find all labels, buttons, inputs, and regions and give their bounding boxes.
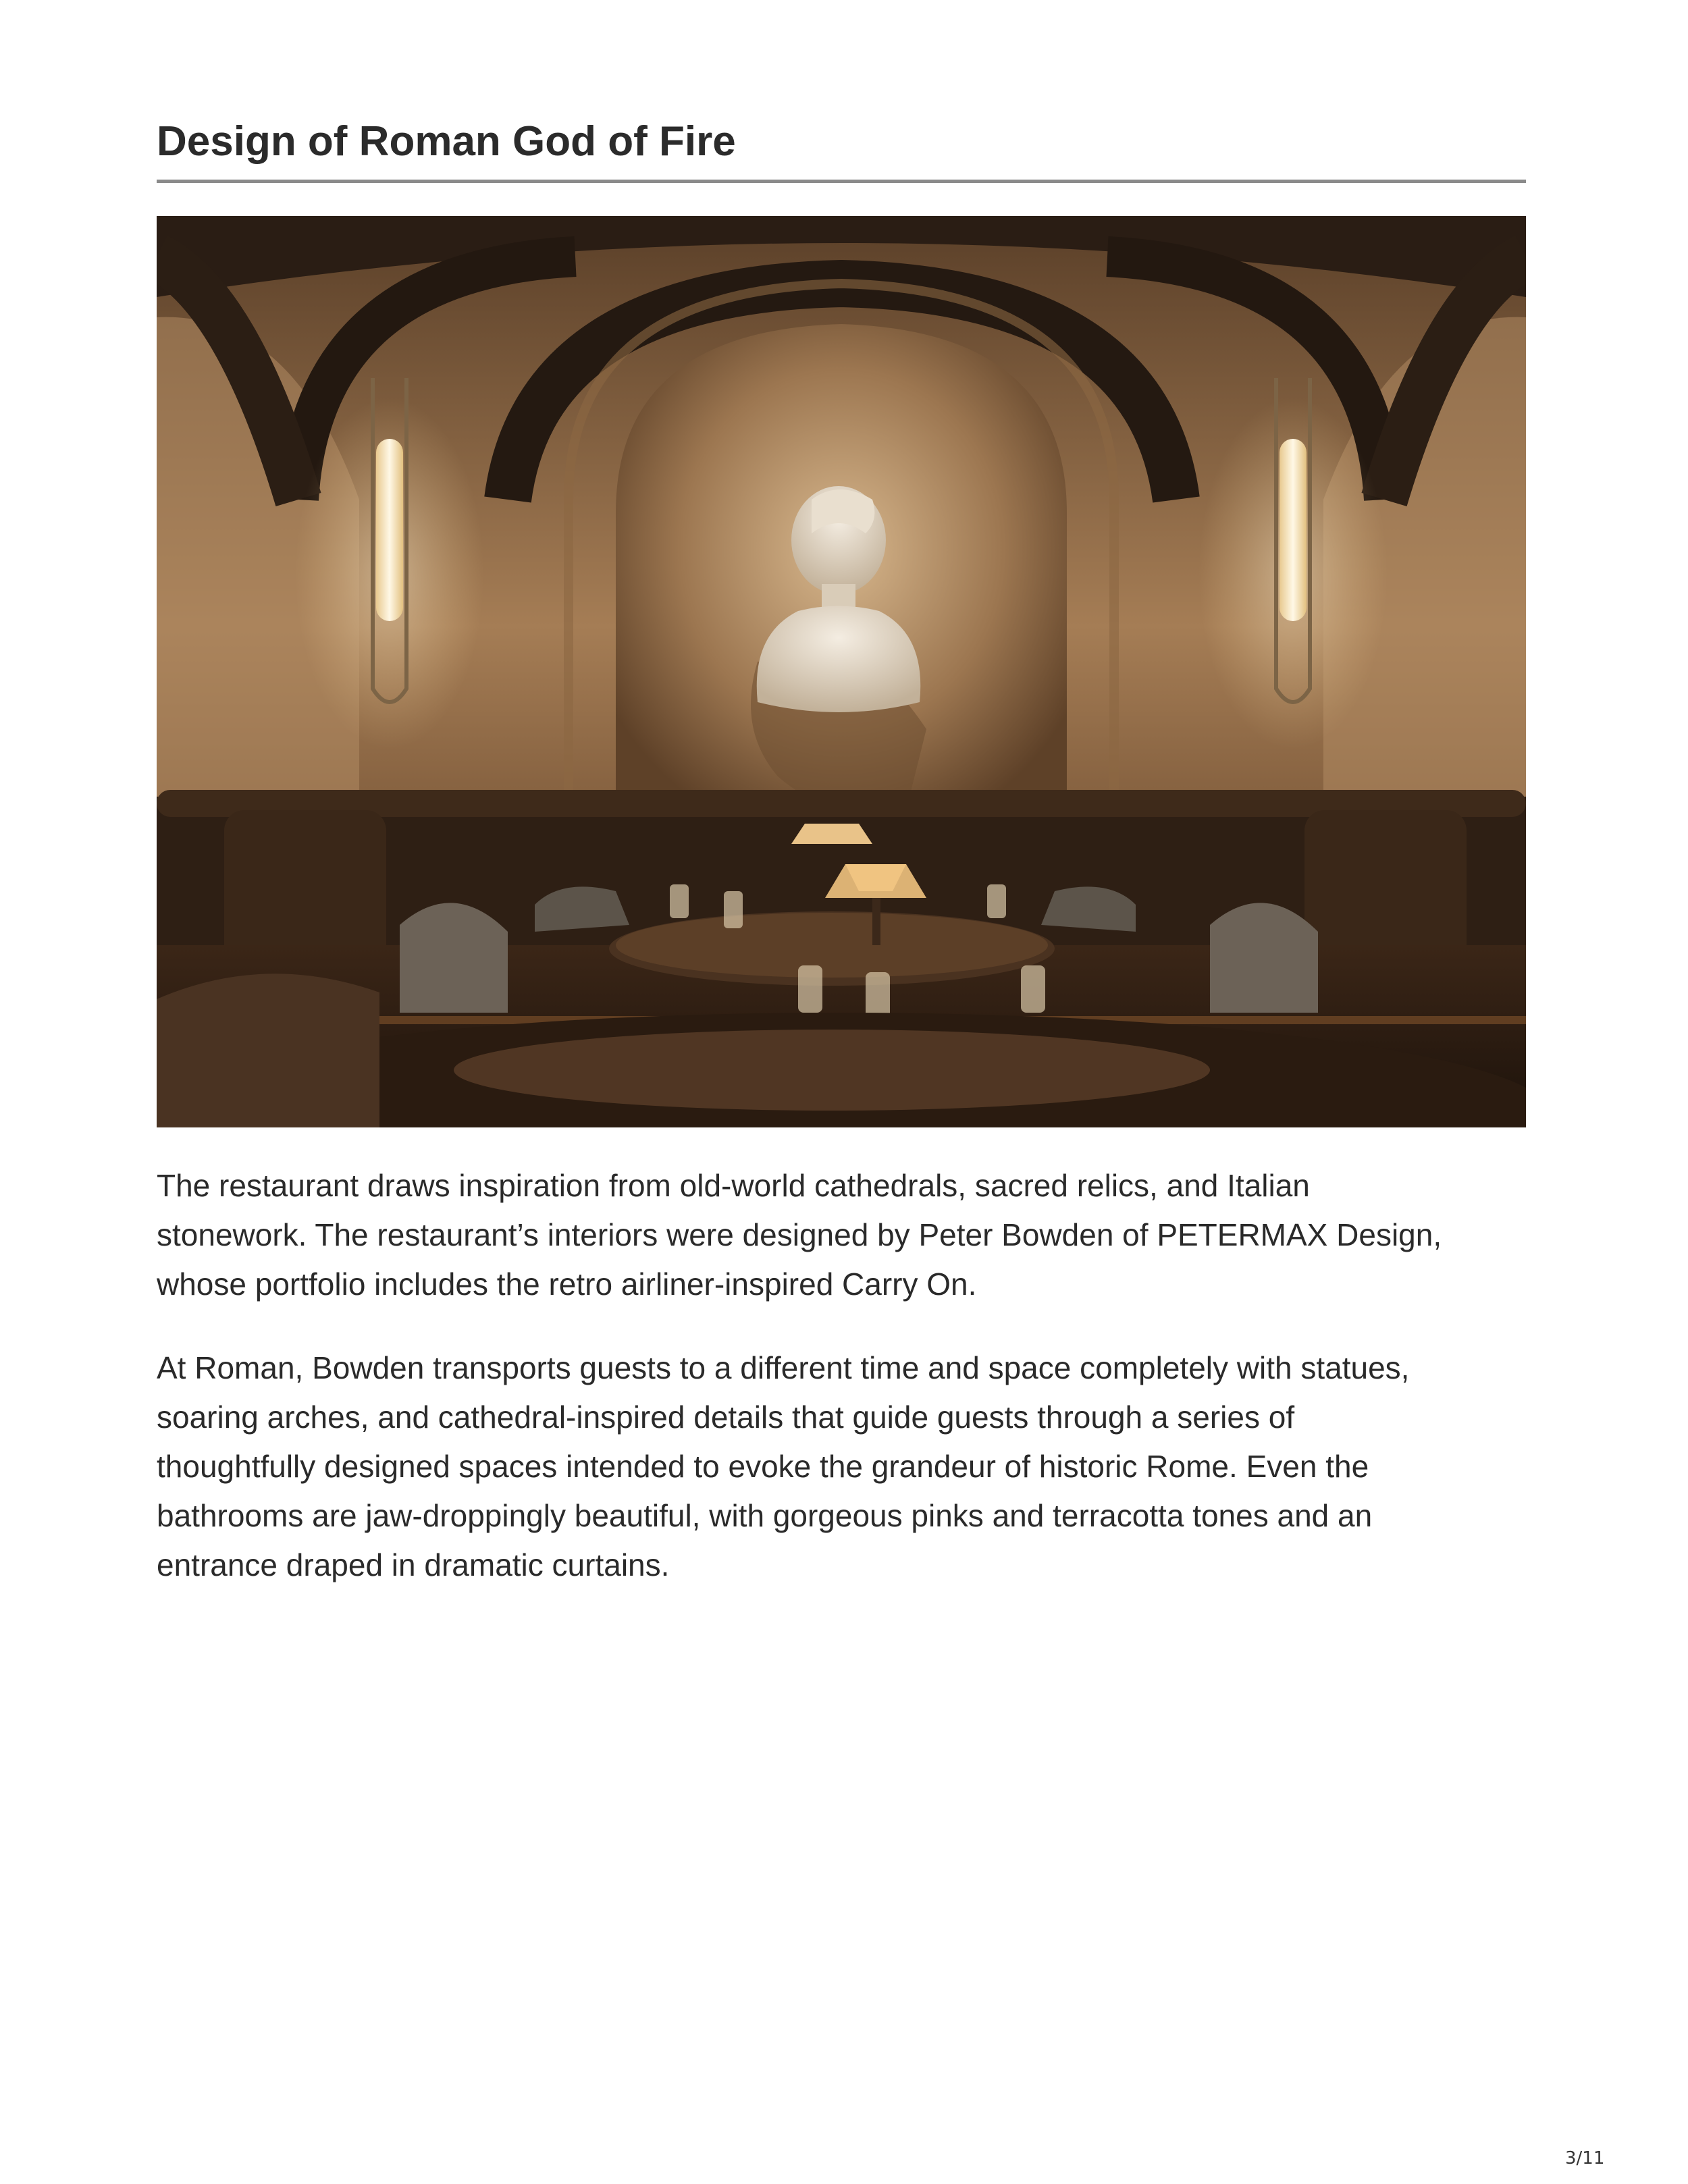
paragraph-2 bbox=[157, 1343, 1534, 1590]
text-line: The restaurant draws inspiration from old-world cathedrals, sacred relics, and Italian bbox=[157, 1168, 1310, 1203]
paragraph-1 bbox=[157, 1161, 1534, 1309]
heading-divider bbox=[157, 180, 1526, 183]
text-line: thoughtfully designed spaces intended to evoke the grandeur of historic Rome. Even the bbox=[157, 1449, 1369, 1484]
section-heading: Design of Roman God of Fire bbox=[157, 118, 736, 165]
restaurant-interior-photo bbox=[157, 216, 1526, 1127]
text-line: bathrooms are jaw-droppingly beautiful, with gorgeous pinks and terracotta tones and an bbox=[157, 1498, 1373, 1533]
text-line: entrance draped in dramatic curtains. bbox=[157, 1547, 670, 1582]
text-line: soaring arches, and cathedral-inspired details that guide guests through a series of bbox=[157, 1400, 1295, 1435]
page-number: 3/11 bbox=[1565, 2148, 1605, 2168]
text-line: stonework. The restaurant’s interiors were designed by Peter Bowden of PETERMAX Design, bbox=[157, 1217, 1442, 1252]
text-line: whose portfolio includes the retro airliner-inspired Carry On. bbox=[157, 1267, 977, 1302]
text-line: At Roman, Bowden transports guests to a different time and space completely with statues, bbox=[157, 1350, 1410, 1385]
